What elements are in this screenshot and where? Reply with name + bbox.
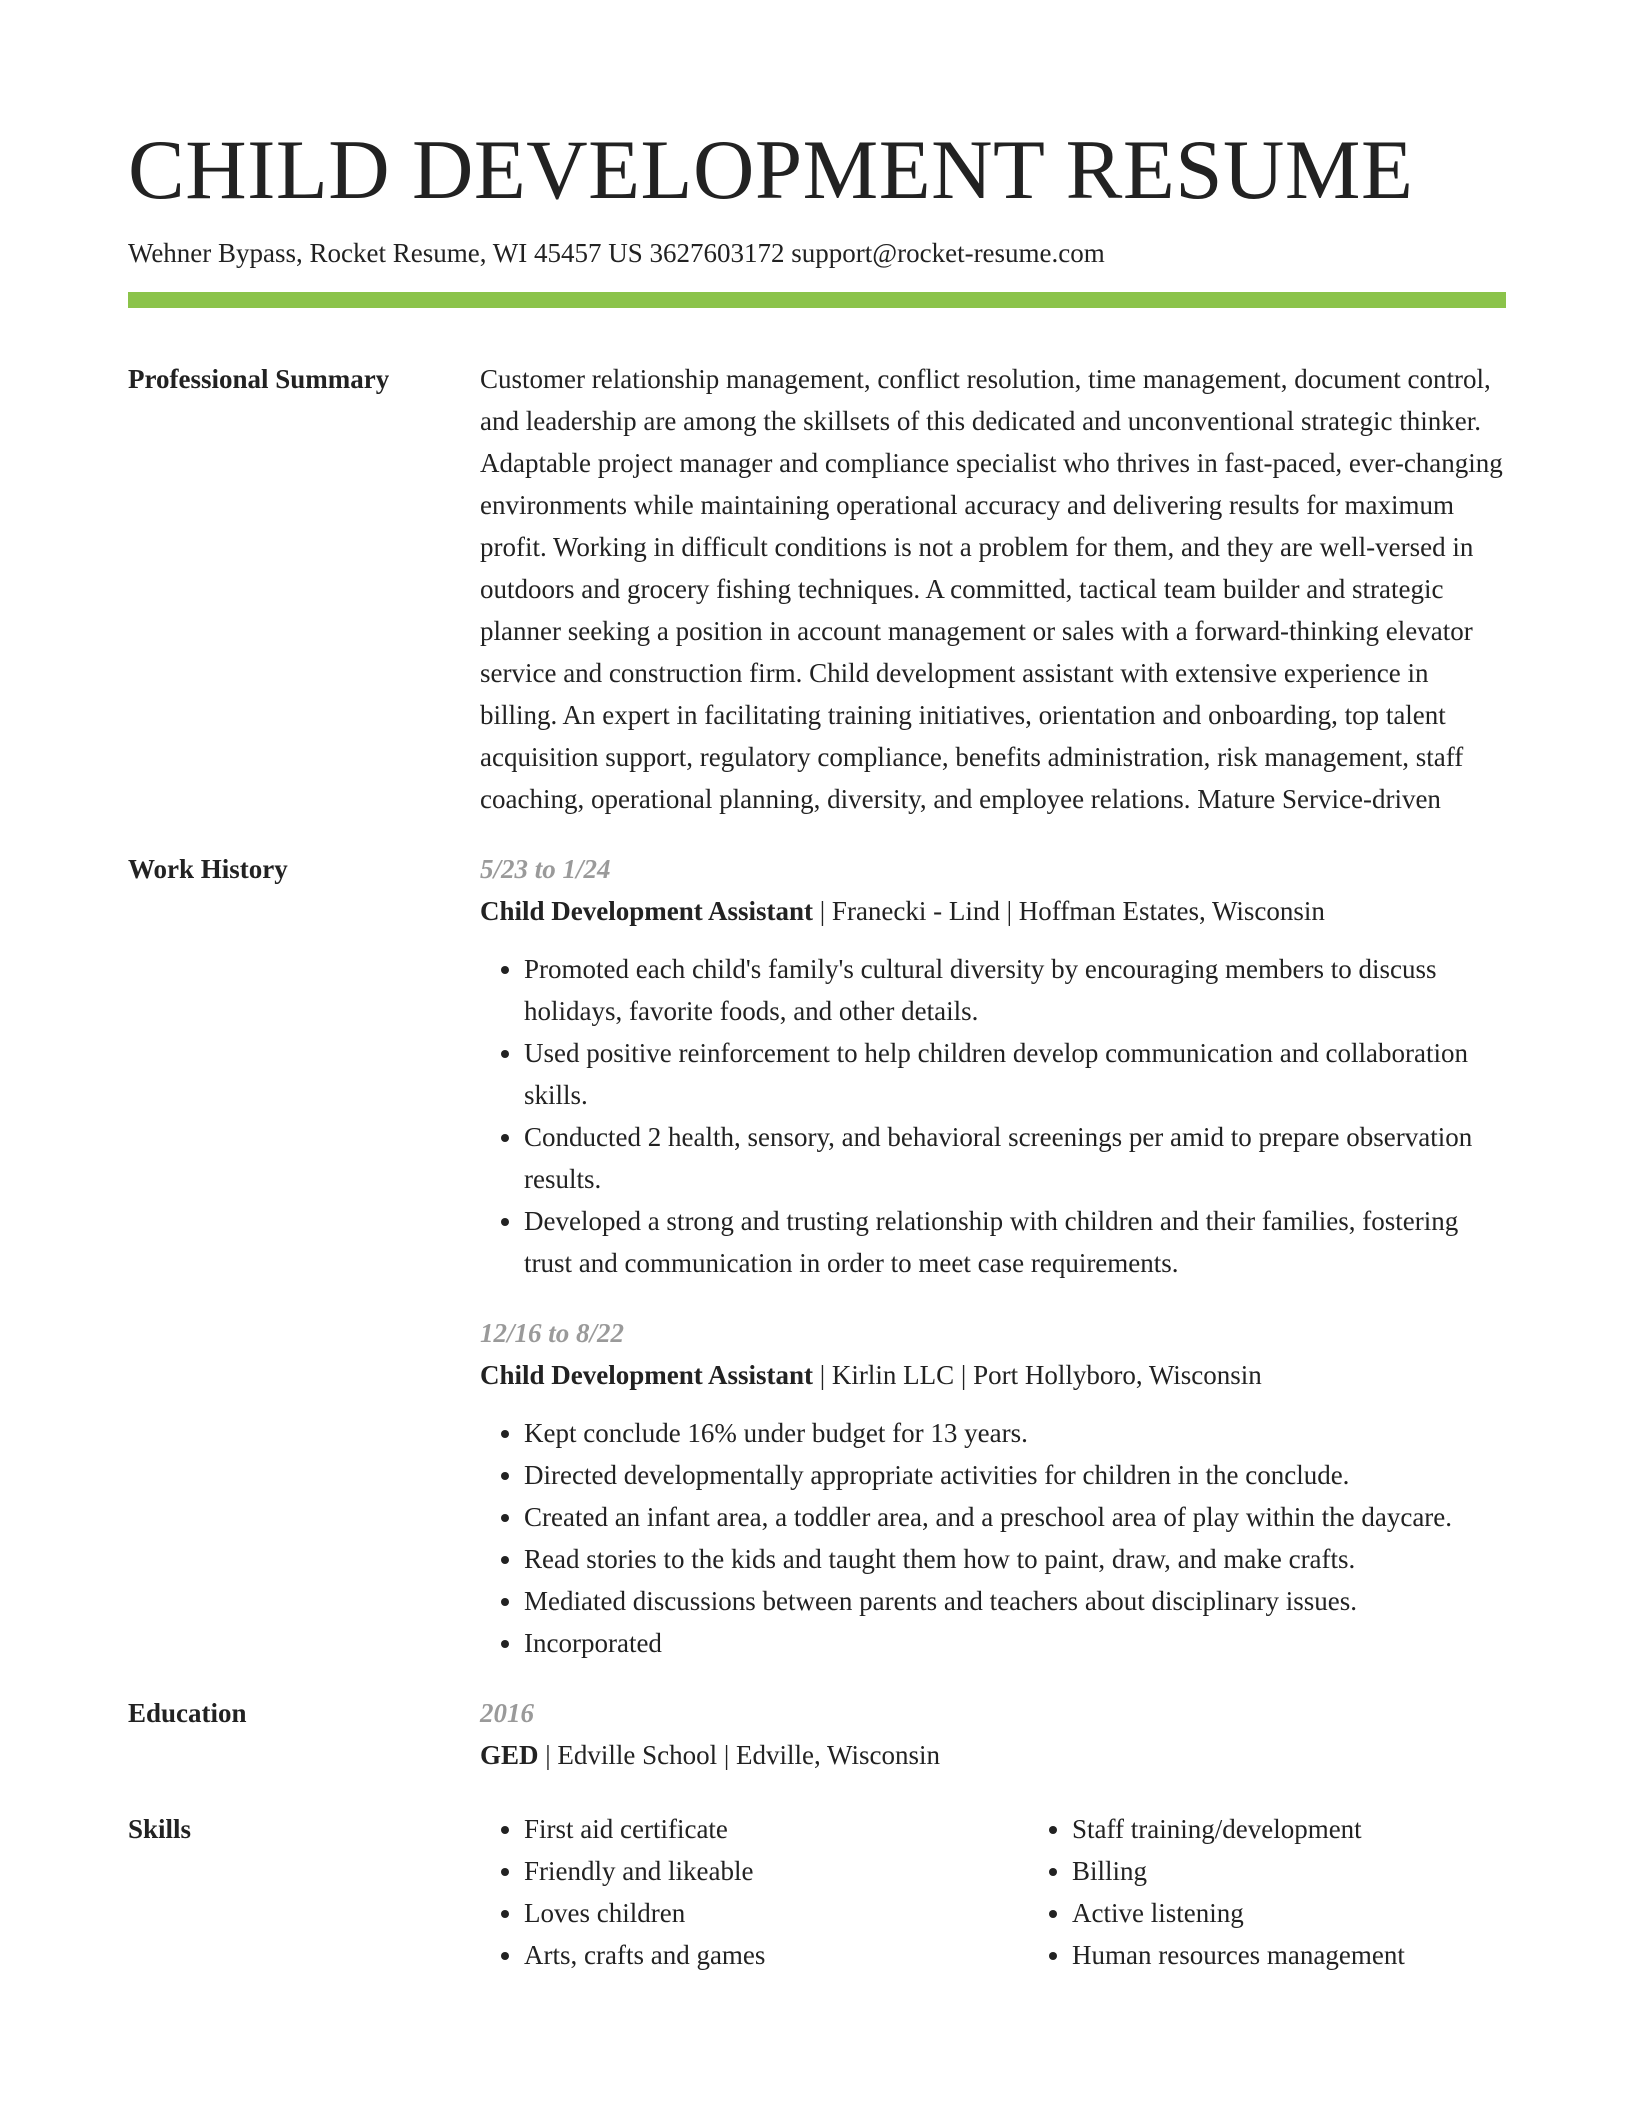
- skills-columns: [480, 1808, 1576, 1976]
- job-bullet: • Kept conclude 16% under budget for 13 years.: [524, 1412, 1506, 1454]
- job-bullet: • Mediated discussions between parents and teachers about disciplinary issues.: [524, 1580, 1506, 1622]
- job-date: 5/23 to 1/24: [480, 854, 611, 884]
- job-bullet: • Read stories to the kids and taught them how to paint, draw, and make crafts.: [524, 1538, 1506, 1580]
- summary-text: Customer relationship management, conflict resolution, time management, document control, and leadership are among the skillsets of this dedicated and unconventional strategic thinker. Adaptable project manager and compliance specialist who thrives in fast-paced, ever-changing environments while maintaining operational accuracy and delivering results for maximum profit. Working in difficult conditions is not a problem for them, and they are well-versed in outdoors and grocery fishing techniques. A committed, tactical team builder and strategic planner seeking a position in account management or sales with a forward-thinking elevator service and construction firm. Child development assistant with extensive experience in billing. An expert in facilitating training initiatives, orientation and onboarding, top talent acquisition support, regulatory compliance, benefits administration, risk management, staff coaching, operational planning, diversity, and employee relations. Mature Service-driven: [480, 364, 1503, 814]
- resume-page: [128, 0, 1506, 1976]
- summary-label: Professional Summary: [128, 364, 390, 394]
- education-date: 2016: [480, 1698, 534, 1728]
- summary-body: [480, 358, 1506, 820]
- work-history-label: Work History: [128, 854, 288, 884]
- education-body: [480, 1692, 1506, 1776]
- job-details: | Kirlin LLC | Port Hollyboro, Wisconsin: [813, 1360, 1262, 1390]
- job-entry: [480, 1312, 1506, 1664]
- skills-list-left: [480, 1808, 1028, 1976]
- resume-title: CHILD DEVELOPMENT RESUME: [128, 123, 1414, 217]
- education-degree: GED: [480, 1740, 539, 1770]
- skills-section: [128, 1808, 1506, 1976]
- education-section: [128, 1692, 1506, 1776]
- summary-section: [128, 358, 1506, 820]
- education-line: [480, 1734, 1506, 1776]
- job-title: Child Development Assistant: [480, 896, 814, 926]
- contact-line: Wehner Bypass, Rocket Resume, WI 45457 US 3627603172 support@rocket-resume.com: [128, 238, 1105, 268]
- job-date: 12/16 to 8/22: [480, 1318, 625, 1348]
- skills-label: Skills: [128, 1814, 192, 1844]
- skill-item: • Staff training/development: [1072, 1808, 1576, 1850]
- job-bullet: • Incorporated: [524, 1622, 1506, 1664]
- job-title: Child Development Assistant: [480, 1360, 814, 1390]
- skill-item: • Human resources management: [1072, 1934, 1576, 1976]
- skill-item: • Loves children: [524, 1892, 1028, 1934]
- job-bullet: • Promoted each child's family's cultural diversity by encouraging members to discuss holidays, favorite foods, and other details.: [524, 948, 1506, 1032]
- skill-item: • Arts, crafts and games: [524, 1934, 1028, 1976]
- work-history-section: [128, 848, 1506, 1664]
- skill-item: • Active listening: [1072, 1892, 1576, 1934]
- skill-item: • Billing: [1072, 1850, 1576, 1892]
- job-bullet: • Created an infant area, a toddler area, and a preschool area of play within the daycare.: [524, 1496, 1506, 1538]
- job-title-line: [480, 890, 1506, 932]
- education-label: Education: [128, 1698, 247, 1728]
- skills-body: [480, 1808, 1576, 1976]
- skills-list-right: [1028, 1808, 1576, 1976]
- accent-divider: [128, 292, 1506, 308]
- job-bullets: [480, 1412, 1506, 1664]
- job-bullet: • Conducted 2 health, sensory, and behavioral screenings per amid to prepare observation results.: [524, 1116, 1506, 1200]
- skill-item: • Friendly and likeable: [524, 1850, 1028, 1892]
- work-history-body: [480, 848, 1506, 1664]
- skill-item: • First aid certificate: [524, 1808, 1028, 1850]
- job-bullets: [480, 948, 1506, 1284]
- job-details: | Franecki - Lind | Hoffman Estates, Wisconsin: [813, 896, 1325, 926]
- job-bullet: • Developed a strong and trusting relationship with children and their families, fostering trust and communication in order to meet case requirements.: [524, 1200, 1506, 1284]
- job-bullet: • Used positive reinforcement to help children develop communication and collaboration skills.: [524, 1032, 1506, 1116]
- job-bullet: • Directed developmentally appropriate activities for children in the conclude.: [524, 1454, 1506, 1496]
- job-title-line: [480, 1354, 1506, 1396]
- education-details: | Edville School | Edville, Wisconsin: [538, 1740, 940, 1770]
- job-entry: [480, 848, 1506, 1284]
